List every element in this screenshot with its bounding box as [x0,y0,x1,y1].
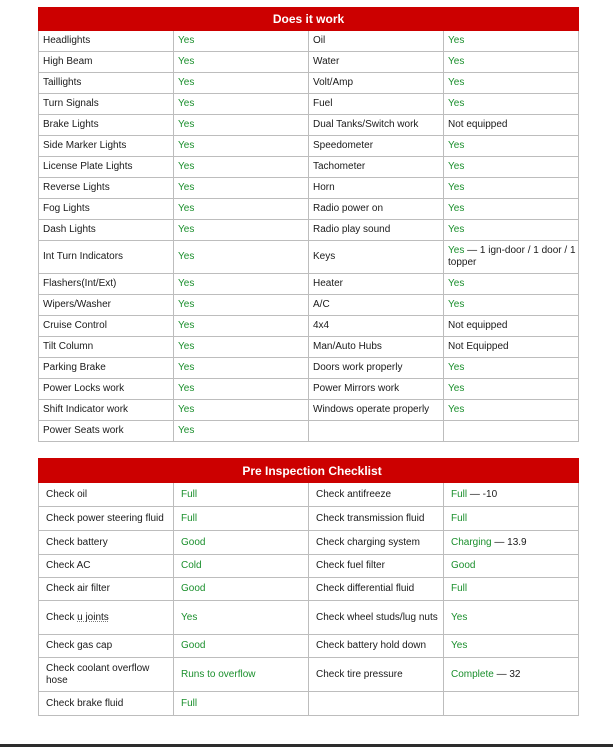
table-row [39,73,579,94]
item-label-term: u joints [77,611,109,623]
item-label: Wipers/Washer [39,295,174,316]
table-row [39,220,579,241]
item-label: Man/Auto Hubs [309,337,444,358]
value-note: — 32 [496,668,521,680]
item-value: Yes [174,115,309,136]
table-row [39,507,579,531]
table-row [39,379,579,400]
section-title: Pre Inspection Checklist [39,459,579,483]
item-label: Shift Indicator work [39,400,174,421]
item-value: Yes [174,157,309,178]
table-row [39,274,579,295]
item-label: Power Seats work [39,421,174,442]
item-label: Brake Lights [39,115,174,136]
item-label: Power Mirrors work [309,379,444,400]
item-label: Check differential fluid [309,578,444,601]
item-label: Check oil [39,483,174,507]
item-label: Fog Lights [39,199,174,220]
item-value: Full [174,507,309,531]
item-value: Yes [174,601,309,635]
item-label: Turn Signals [39,94,174,115]
item-value [444,658,579,692]
item-label: Check power steering fluid [39,507,174,531]
item-label: Check air filter [39,578,174,601]
table-row [39,483,579,507]
item-value: Yes [444,274,579,295]
item-label [309,421,444,442]
item-value: Yes [444,136,579,157]
item-label: Check fuel filter [309,555,444,578]
table-row [39,358,579,379]
item-label [39,601,174,635]
section-title: Does it work [39,8,579,31]
item-label: Heater [309,274,444,295]
item-value [444,483,579,507]
table-row [39,157,579,178]
item-value [444,692,579,716]
item-label: Keys [309,241,444,274]
table-row [39,421,579,442]
item-label: Radio power on [309,199,444,220]
item-value: Yes [174,316,309,337]
value-status: Complete [451,668,494,680]
table-row [39,178,579,199]
value-status: Charging [451,536,492,548]
item-label: Check antifreeze [309,483,444,507]
item-value: Yes [444,178,579,199]
item-label: Headlights [39,31,174,52]
table-row [39,52,579,73]
item-label: License Plate Lights [39,157,174,178]
table-row [39,115,579,136]
item-label: Check wheel studs/lug nuts [309,601,444,635]
item-value: Yes [174,379,309,400]
item-label: Check tire pressure [309,658,444,692]
item-value: Yes [174,358,309,379]
value-note: — 13.9 [494,536,527,548]
item-label: Tachometer [309,157,444,178]
item-value: Yes [174,178,309,199]
table-row [39,658,579,692]
item-value: Yes [174,199,309,220]
item-value: Full [174,483,309,507]
item-label: Oil [309,31,444,52]
item-label: Check charging system [309,531,444,555]
item-label: Side Marker Lights [39,136,174,157]
value-status: Yes [448,245,465,256]
item-value: Full [174,692,309,716]
table-row [39,295,579,316]
item-value: Yes [174,31,309,52]
table-row [39,337,579,358]
item-value: Good [174,578,309,601]
item-label: High Beam [39,52,174,73]
pre-inspection-table [38,458,579,716]
item-value: Yes [174,274,309,295]
item-label: Int Turn Indicators [39,241,174,274]
item-label: Radio play sound [309,220,444,241]
item-value: Yes [444,220,579,241]
value-note: — -10 [469,488,498,500]
item-label: Windows operate properly [309,400,444,421]
item-value: Yes [174,220,309,241]
item-label: Dual Tanks/Switch work [309,115,444,136]
item-value: Yes [444,31,579,52]
item-value: Yes [444,157,579,178]
table-row [39,400,579,421]
table-row [39,94,579,115]
item-value: Yes [174,94,309,115]
table-row [39,601,579,635]
item-value: Yes [174,52,309,73]
item-label: Flashers(Int/Ext) [39,274,174,295]
table-row [39,531,579,555]
item-label: Check brake fluid [39,692,174,716]
item-value: Full [444,507,579,531]
item-value: Yes [444,635,579,658]
item-value: Yes [174,136,309,157]
item-label: Check gas cap [39,635,174,658]
item-value: Yes [444,94,579,115]
item-label-prefix: Check [46,611,78,623]
item-label: Parking Brake [39,358,174,379]
item-label [309,692,444,716]
item-value: Cold [174,555,309,578]
item-value: Good [174,531,309,555]
item-value: Good [444,555,579,578]
item-value: Yes [444,358,579,379]
table-row [39,635,579,658]
item-label: Check coolant overflow hose [39,658,174,692]
does-it-work-table [38,7,579,442]
item-label: 4x4 [309,316,444,337]
item-value [444,531,579,555]
table-row [39,692,579,716]
item-label: Check battery [39,531,174,555]
item-label: Doors work properly [309,358,444,379]
item-label: Cruise Control [39,316,174,337]
item-value: Not equipped [444,316,579,337]
item-label: Fuel [309,94,444,115]
item-label: Dash Lights [39,220,174,241]
table-row [39,31,579,52]
item-value [444,241,579,274]
item-value: Yes [444,295,579,316]
table-row [39,316,579,337]
item-value: Yes [444,601,579,635]
item-value: Yes [444,379,579,400]
table-row [39,199,579,220]
item-value: Not equipped [444,115,579,136]
item-value: Runs to overflow [174,658,309,692]
item-label: Check AC [39,555,174,578]
item-value: Yes [444,73,579,94]
value-note: — 1 ign-door / 1 door / 1 topper [448,245,576,268]
item-label: Speedometer [309,136,444,157]
value-status: Full [451,488,468,500]
item-value: Yes [444,199,579,220]
item-value [444,421,579,442]
item-value: Yes [174,241,309,274]
item-label: Volt/Amp [309,73,444,94]
item-value: Yes [444,52,579,73]
table-row [39,136,579,157]
item-label: Tilt Column [39,337,174,358]
table-row [39,241,579,274]
item-value: Good [174,635,309,658]
table-row [39,555,579,578]
item-value: Yes [174,337,309,358]
item-value: Yes [174,73,309,94]
item-value: Yes [444,400,579,421]
item-label: A/C [309,295,444,316]
item-label: Check battery hold down [309,635,444,658]
item-value: Yes [174,400,309,421]
item-label: Taillights [39,73,174,94]
item-label: Power Locks work [39,379,174,400]
item-value: Yes [174,295,309,316]
item-value: Yes [174,421,309,442]
item-value: Full [444,578,579,601]
item-label: Check transmission fluid [309,507,444,531]
item-label: Reverse Lights [39,178,174,199]
item-label: Horn [309,178,444,199]
table-row [39,578,579,601]
item-value: Not Equipped [444,337,579,358]
item-label: Water [309,52,444,73]
